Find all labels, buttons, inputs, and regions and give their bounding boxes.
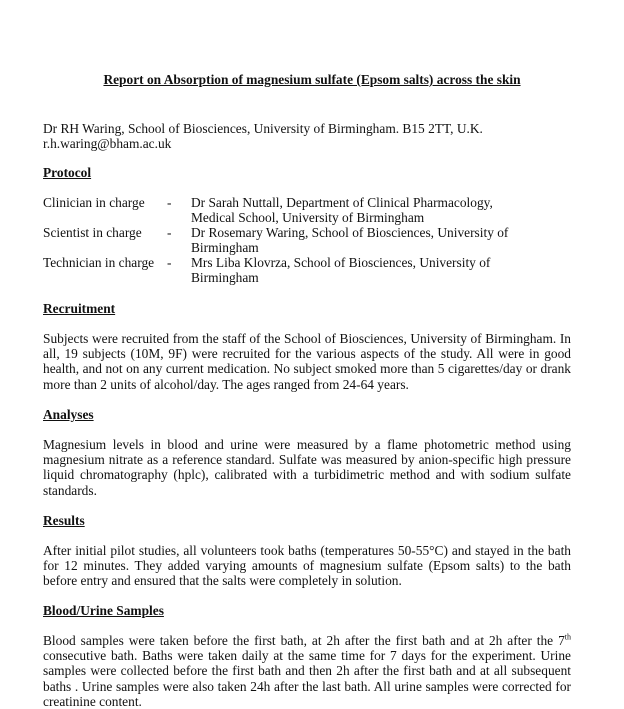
- samples-paragraph: [43, 633, 571, 709]
- results-text: After initial pilot studies, all volunteers took baths (temperatures 50-55°C) and stayed in the bath for 12 minutes. They added varying amounts of magnesium sulfate (Epsom salts) to the bath before entry and ensured that the salts were completely in solution.: [43, 543, 571, 589]
- protocol-dash: -: [167, 195, 172, 210]
- protocol-label: Scientist in charge: [43, 225, 142, 240]
- analyses-heading: Analyses: [43, 407, 94, 422]
- superscript-th: th: [564, 632, 571, 642]
- samples-text-part2: consecutive bath. Baths were taken daily at the same time for 7 days for the experiment. Urine samples were collected before the first bath and then 2h after the first bath and at all subsequent baths . Urine samples were also taken 24h after the last bath. All urine samples were corrected for creatinine content.: [43, 648, 571, 709]
- protocol-dash: -: [167, 255, 172, 270]
- samples-text: [43, 633, 571, 709]
- recruitment-text: Subjects were recruited from the staff of the School of Biosciences, University of Birmingham. In all, 19 subjects (10M, 9F) were recruited for the various aspects of the study. All were in good health, and not on any current medication. No subject smoked more than 5 cigarettes/day or drank more than 2 units of alcohol/day. The ages ranged from 24-64 years.: [43, 331, 571, 392]
- protocol-heading: Protocol: [43, 165, 92, 180]
- results-paragraph: [43, 543, 571, 589]
- analyses-paragraph: [43, 437, 571, 498]
- recruitment-paragraph: [43, 331, 571, 392]
- results-heading: Results: [43, 513, 85, 528]
- analyses-text: Magnesium levels in blood and urine were measured by a flame photometric method using magnesium nitrate as a reference standard. Sulfate was measured by anion-specific high pressure liquid chromatography (hplc), calibrated with a turbidimetric method and with sodium sulfate standards.: [43, 437, 571, 498]
- author-email: r.h.waring@bham.ac.uk: [43, 136, 172, 151]
- author-line: Dr RH Waring, School of Biosciences, University of Birmingham. B15 2TT, U.K.: [43, 121, 483, 136]
- protocol-label: Clinician in charge: [43, 195, 145, 210]
- protocol-value: Dr Rosemary Waring, School of Biosciences, University of Birmingham: [191, 225, 509, 255]
- protocol-value: Mrs Liba Klovrza, School of Biosciences, University of Birmingham: [191, 255, 491, 285]
- samples-heading: Blood/Urine Samples: [43, 603, 164, 618]
- document-title: Report on Absorption of magnesium sulfate (Epsom salts) across the skin: [103, 72, 521, 87]
- protocol-label: Technician in charge: [43, 255, 155, 270]
- recruitment-heading: Recruitment: [43, 301, 116, 316]
- samples-text-part1: Blood samples were taken before the first bath, at 2h after the first bath and at 2h after the 7: [43, 633, 565, 648]
- protocol-dash: -: [167, 225, 172, 240]
- protocol-value: Dr Sarah Nuttall, Department of Clinical Pharmacology, Medical School, University of Birmingham: [191, 195, 493, 225]
